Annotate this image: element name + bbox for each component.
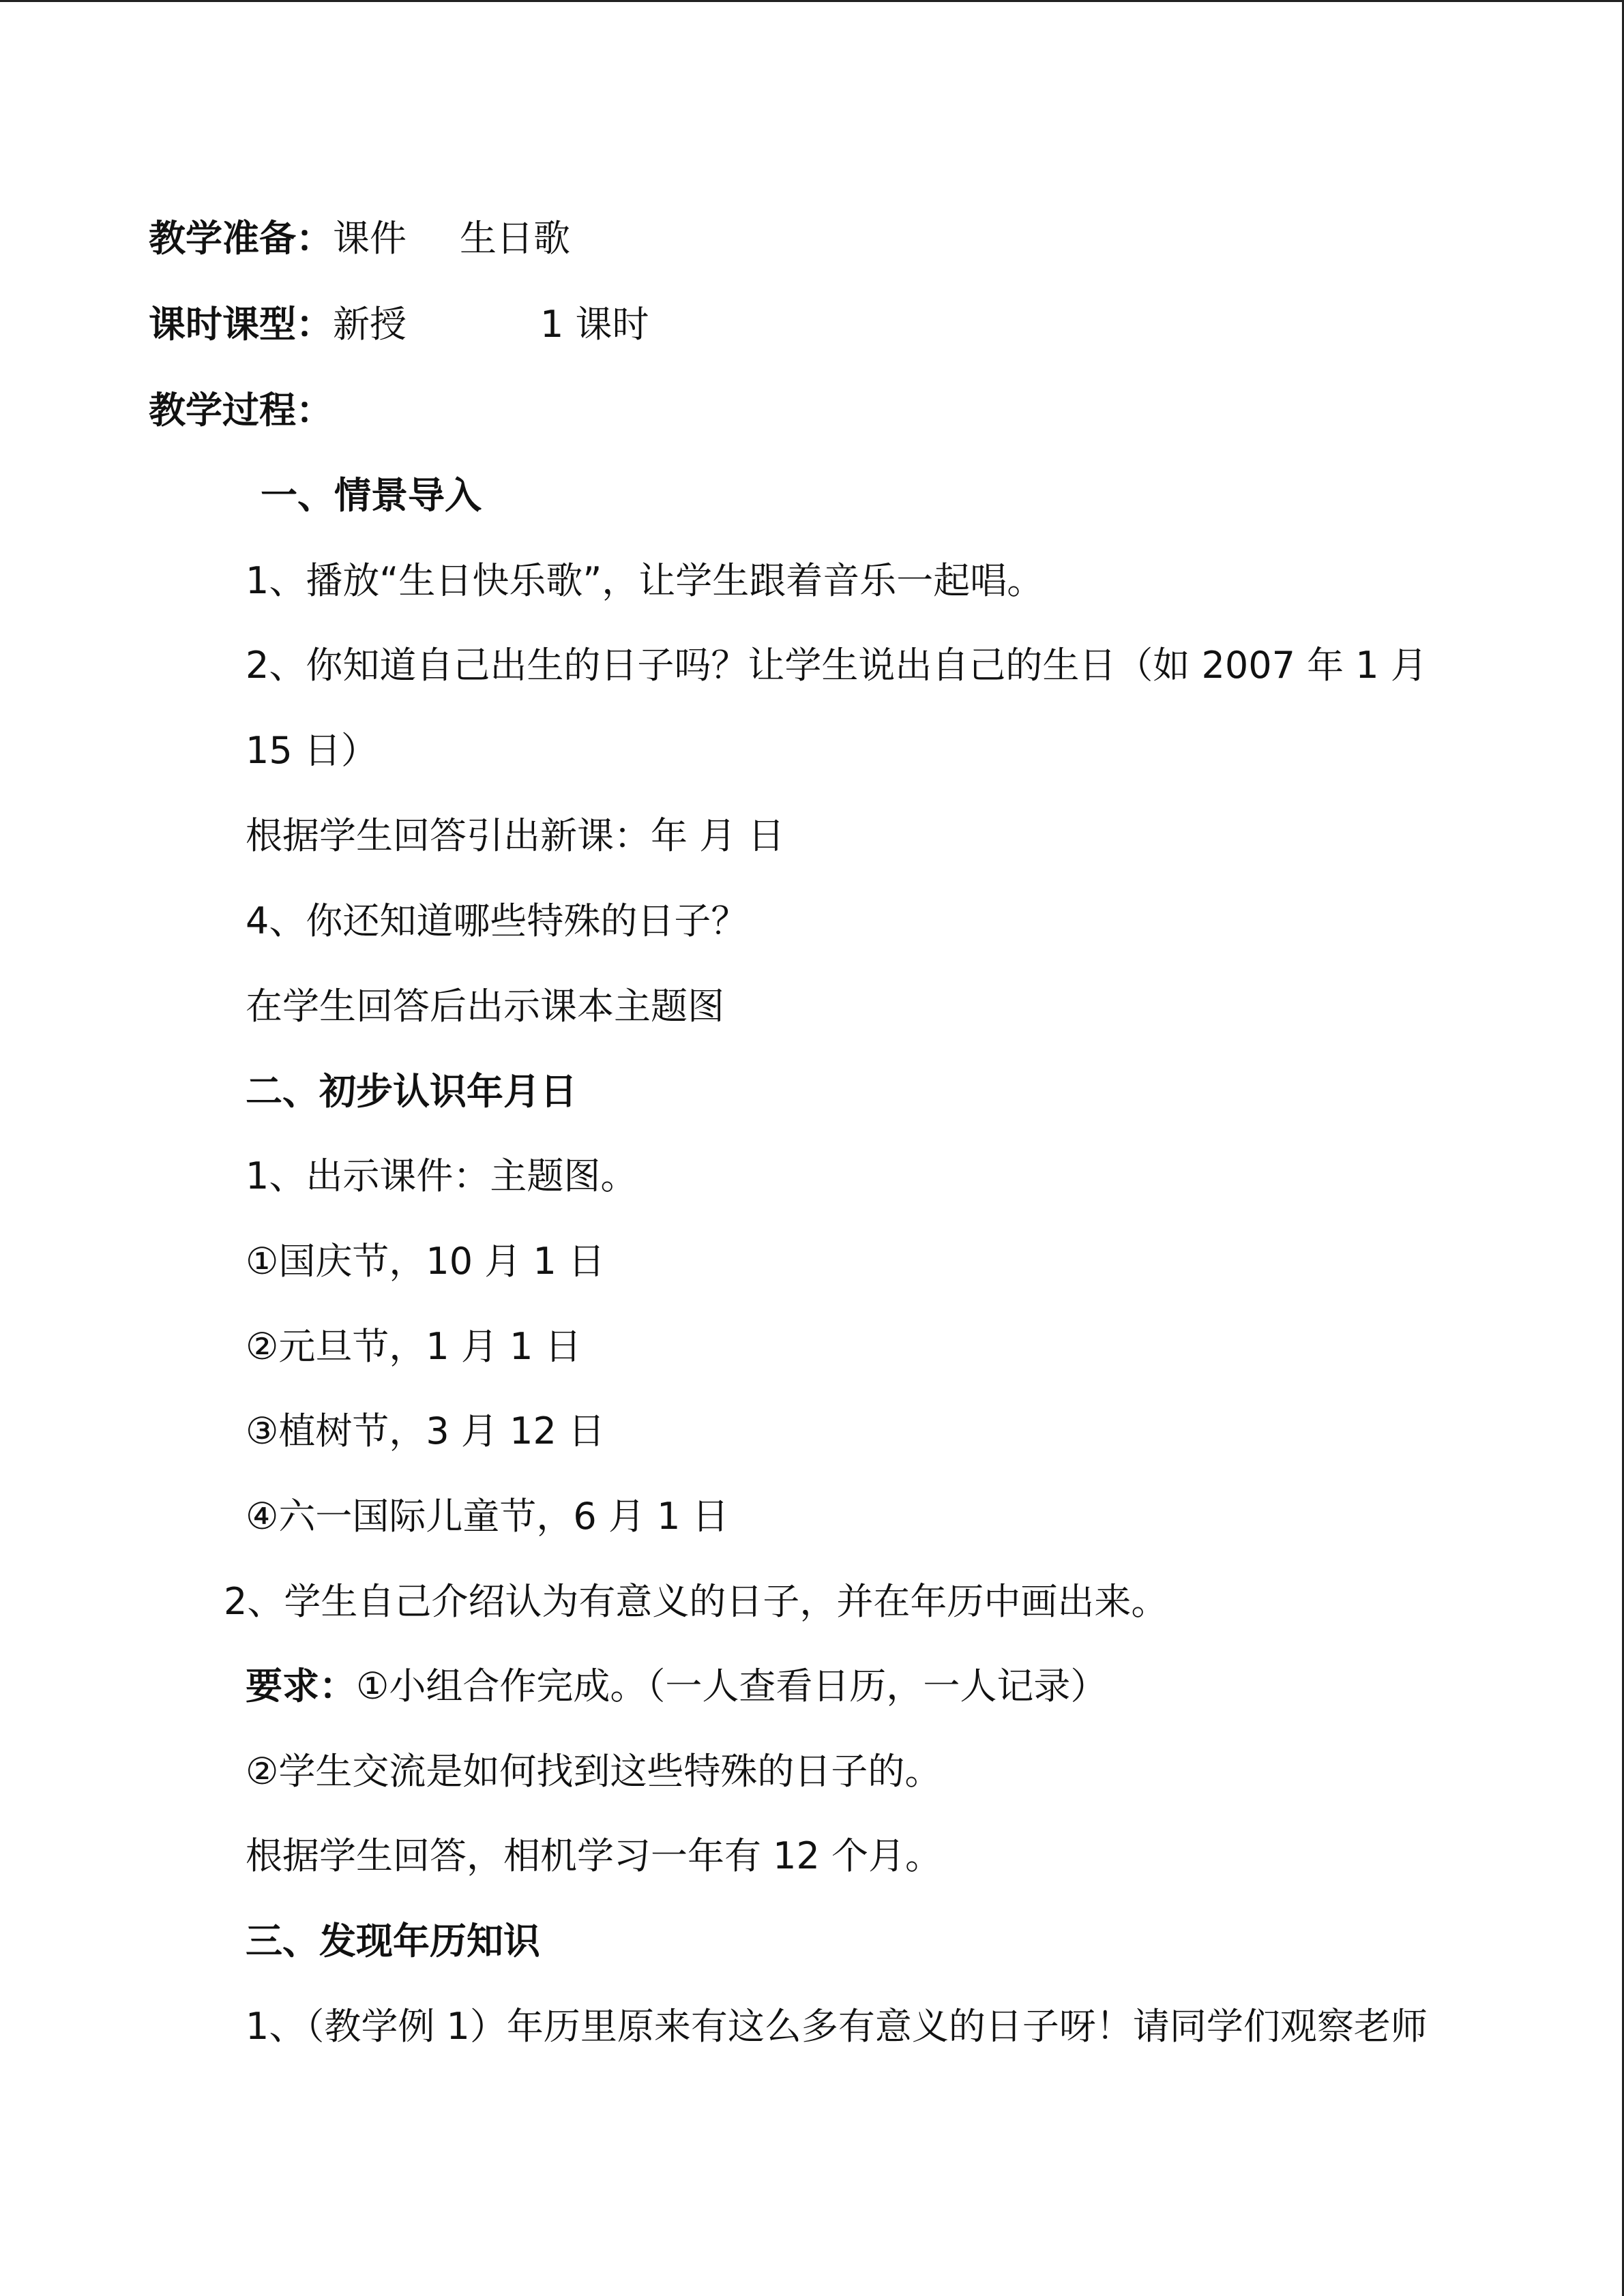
section3-p1: 1、（教学例 1）年历里原来有这么多有意义的日子呀！请同学们观察老师 [246,2005,1428,2048]
holiday-item: ④六一国际儿童节，6 月 1 日 [246,1495,729,1538]
type-value-1: 新授 [333,303,407,346]
section1-p3: 根据学生回答引出新课：年 月 日 [246,814,785,857]
prep-value-2: 生日歌 [460,217,570,260]
section1-p2b: 15 日） [246,729,378,772]
type-label: 课时课型： [149,303,333,346]
holiday-item: ①国庆节，10 月 1 日 [246,1240,605,1283]
requirement-2: ②学生交流是如何找到这些特殊的日子的。 [246,1750,942,1793]
section2-p1: 1、出示课件：主题图。 [246,1154,638,1197]
requirement-1: ①小组合作完成。（一人查看日历，一人记录） [356,1665,1108,1708]
section1-title: 一、情景导入 [261,474,482,517]
section1-p4: 4、你还知道哪些特殊的日子？ [246,899,748,942]
section1-p5: 在学生回答后出示课本主题图 [246,985,724,1028]
requirement-label: 要求： [246,1665,356,1708]
process-label: 教学过程： [149,389,333,432]
section2-p2: 2、学生自己介绍认为有意义的日子，并在年历中画出来。 [224,1580,1168,1623]
type-value-2: 1 课时 [540,303,649,346]
section3-title: 三、发现年历知识 [246,1920,540,1963]
prep-line [149,214,570,263]
prep-label: 教学准备： [149,217,333,260]
type-line [149,300,649,349]
requirement-line [246,1662,1107,1711]
holiday-item: ②元旦节，1 月 1 日 [246,1325,582,1368]
holiday-item: ③植树节，3 月 12 日 [246,1410,605,1452]
page-top-border [0,0,1624,2]
section1-p2a: 2、你知道自己出生的日子吗？让学生说出自己的生日（如 2007 年 1 月 [246,644,1428,687]
section1-p1: 1、播放“生日快乐歌”，让学生跟着音乐一起唱。 [246,559,1044,602]
prep-value-1: 课件 [333,217,407,260]
section2-title: 二、初步认识年月日 [246,1070,577,1113]
section2-p3: 根据学生回答，相机学习一年有 12 个月。 [246,1834,943,1877]
